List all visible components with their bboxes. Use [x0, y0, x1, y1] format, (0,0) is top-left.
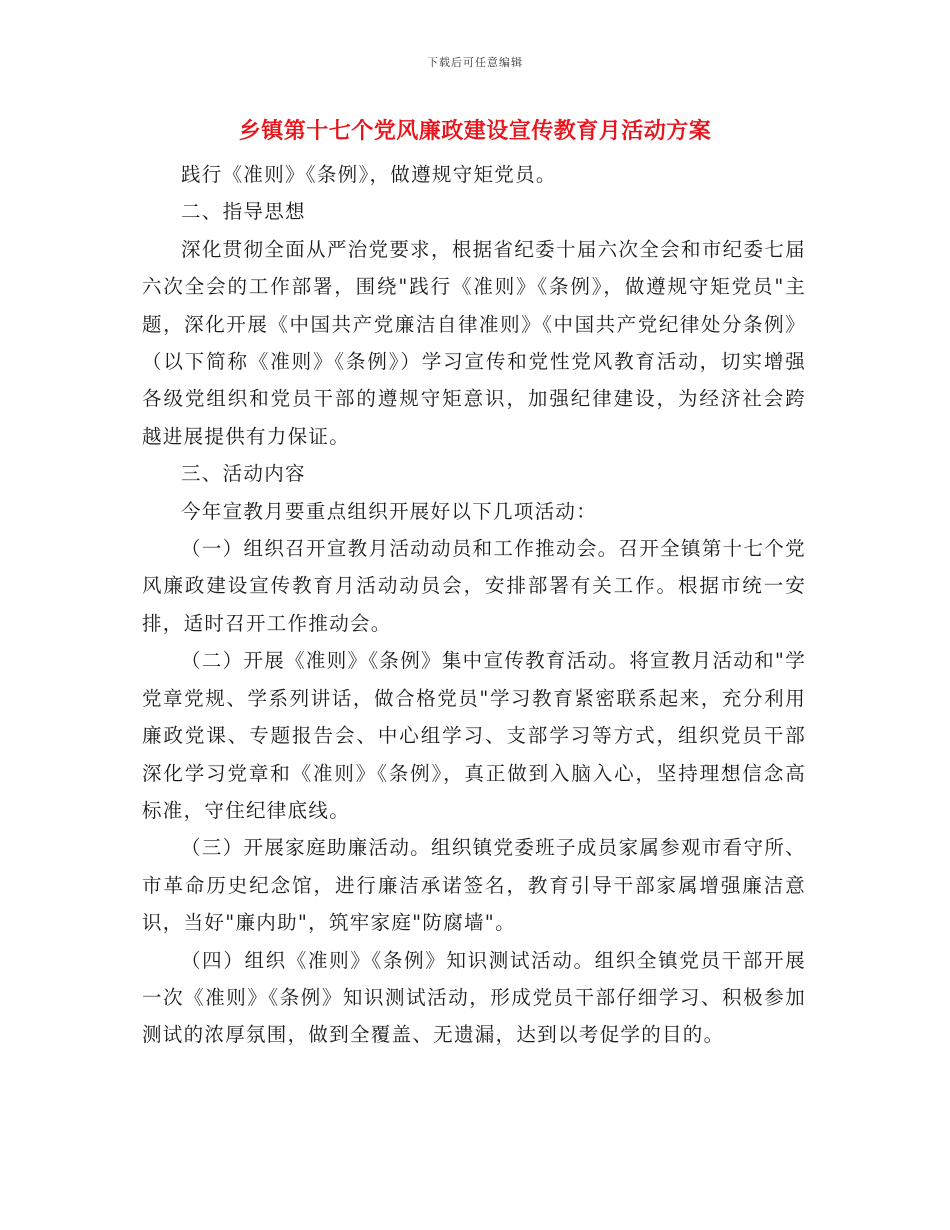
paragraph-activity-1: （一）组织召开宣教月活动动员和工作推动会。召开全镇第十七个党风廉政建设宣传教育月活动动员会，安排部署有关工作。根据市统一安排，适时召开工作推动会。 [142, 537, 806, 635]
paragraph-intro: 践行《准则》《条例》，做遵规守矩党员。 [181, 163, 557, 186]
paragraph-activity-3: （三）开展家庭助廉活动。组织镇党委班子成员家属参观市看守所、市革命历史纪念馆，进行廉洁承诺签名，教育引导干部家属增强廉洁意识，当好"廉内助"，筑牢家庭"防腐墙"。 [142, 836, 806, 935]
paragraph-activity-lead: 今年宣教月要重点组织开展好以下几项活动： [181, 499, 598, 523]
document-body [142, 156, 806, 1054]
header-note: 下载后可任意编辑 [427, 56, 523, 69]
paragraph-activity-2: （二）开展《准则》《条例》集中宣传教育活动。将宣教月活动和"学党章党规、学系列讲话，做合格党员"学习教育紧密联系起来，充分利用廉政党课、专题报告会、中心组学习、支部学习等方式，组织党员干部深化学习党章和《准则》《条例》，真正做到入脑入心，坚持理想信念高标准，守住纪律底线。 [142, 649, 806, 822]
section-heading-activity-content: 三、活动内容 [181, 462, 306, 486]
document-title: 乡镇第十七个党风廉政建设宣传教育月活动方案 [238, 118, 712, 144]
section-heading-guiding-ideology: 二、指导思想 [181, 200, 306, 224]
paragraph-activity-4: （四）组织《准则》《条例》知识测试活动。组织全镇党员干部开展一次《准则》《条例》知识测试活动，形成党员干部仔细学习、积极参加测试的浓厚氛围，做到全覆盖、无遗漏，达到以考促学的目的。 [142, 948, 806, 1047]
paragraph-guiding-ideology: 深化贯彻全面从严治党要求，根据省纪委十届六次全会和市纪委七届六次全会的工作部署，围绕"践行《准则》《条例》，做遵规守矩党员"主题，深化开展《中国共产党廉洁自律准则》《中国共产党纪律处分条例》（以下简称《准则》《条例》）学习宣传和党性党风教育活动，切实增强各级党组织和党员干部的遵规守矩意识，加强纪律建设，为经济社会跨越进展提供有力保证。 [142, 237, 806, 448]
